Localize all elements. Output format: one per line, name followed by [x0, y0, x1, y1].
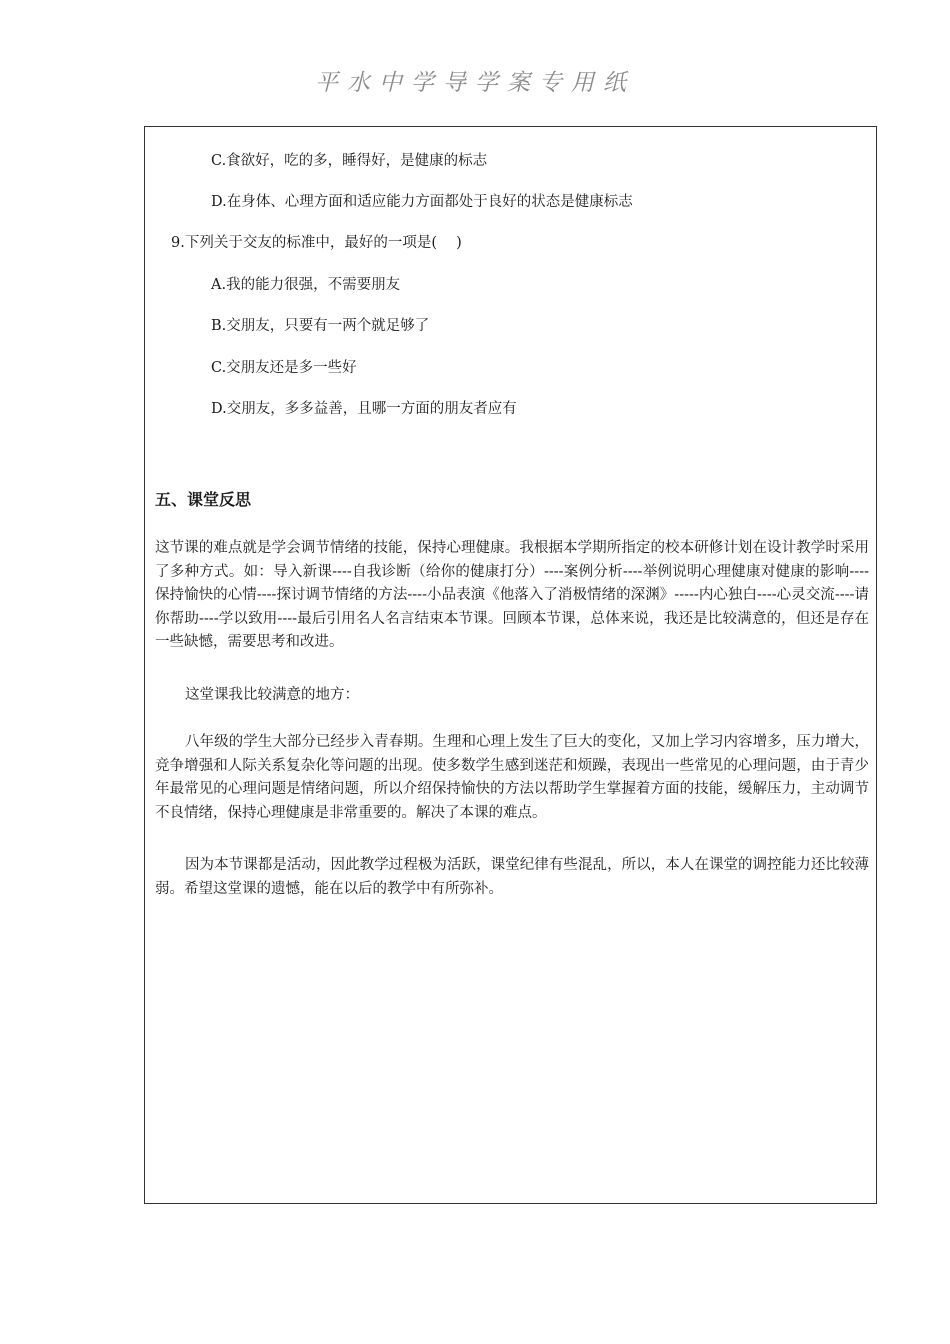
q8-option-c: C.食欲好，吃的多，睡得好，是健康的标志	[211, 153, 488, 169]
q9-option-c: C.交朋友还是多一些好	[211, 360, 357, 376]
reflection-paragraph-1: 这节课的难点就是学会调节情绪的技能，保持心理健康。我根据本学期所指定的校本研修计划在设计教学时采用了多种方式。如：导入新课----自我诊断（给你的健康打分）----案例分析----举例说明心理健康对健康的影响----保持愉快的心情----探讨调节情绪的方法----小品表演《他落入了消极情绪的深渊》-----内心独白----心灵交流----请你帮助----学以致用----最后引用名人名言结束本节课。回顾本节课，总体来说，我还是比较满意的，但还是存在一些缺憾，需要思考和改进。	[155, 540, 869, 650]
q8-option-d: D.在身体、心理方面和适应能力方面都处于良好的状态是健康标志	[211, 194, 633, 210]
q9-option-d: D.交朋友，多多益善，且哪一方面的朋友者应有	[211, 401, 517, 417]
page-header-title: 平水中学导学案专用纸	[315, 70, 635, 96]
q9-option-a: A.我的能力很强，不需要朋友	[211, 277, 401, 293]
content-frame	[144, 126, 877, 1204]
reflection-paragraph-2: 这堂课我比较满意的地方：	[185, 687, 359, 703]
reflection-paragraph-4: 因为本节课都是活动，因此教学过程极为活跃，课堂纪律有些混乱，所以，本人在课堂的调控能力还比较薄弱。希望这堂课的遗憾，能在以后的教学中有所弥补。	[155, 857, 869, 897]
q9-option-b: B.交朋友，只要有一两个就足够了	[211, 318, 430, 334]
q9-stem: 9.下列关于交友的标准中，最好的一项是( )	[171, 235, 462, 251]
section-title-reflection: 五、课堂反思	[155, 490, 252, 509]
reflection-paragraph-3: 八年级的学生大部分已经步入青春期。生理和心理上发生了巨大的变化，又加上学习内容增多，压力增大，竞争增强和人际关系复杂化等问题的出现。使多数学生感到迷茫和烦躁，表现出一些常见的心理问题，由于青少年最常见的心理问题是情绪问题，所以介绍保持愉快的方法以帮助学生掌握着方面的技能，缓解压力，主动调节不良情绪，保持心理健康是非常重要的。解决了本课的难点。	[155, 734, 869, 821]
